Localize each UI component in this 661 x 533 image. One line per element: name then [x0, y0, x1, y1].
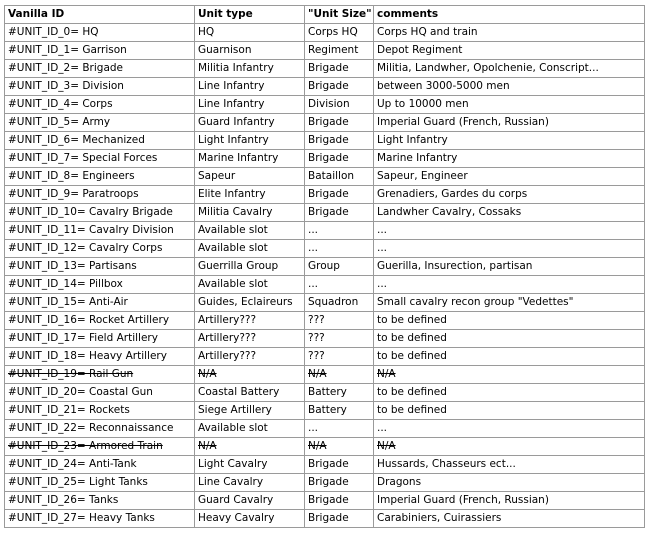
cell-unit-type[interactable]: N/A — [195, 366, 305, 384]
cell-unit-type[interactable]: Available slot — [195, 240, 305, 258]
cell-comment[interactable]: Imperial Guard (French, Russian) — [374, 492, 645, 510]
cell-comment[interactable]: Sapeur, Engineer — [374, 168, 645, 186]
cell-unit-size[interactable]: ... — [305, 222, 374, 240]
cell-comment[interactable]: N/A — [374, 438, 645, 456]
cell-unit-type[interactable]: Artillery??? — [195, 348, 305, 366]
cell-unit-size[interactable]: ... — [305, 240, 374, 258]
cell-unit-size[interactable]: ??? — [305, 312, 374, 330]
table-row — [5, 438, 645, 456]
cell-comment[interactable]: Militia, Landwher, Opolchenie, Conscript... — [374, 60, 645, 78]
table-row — [5, 330, 645, 348]
cell-unit-type[interactable]: Artillery??? — [195, 330, 305, 348]
table-row — [5, 276, 645, 294]
table-row — [5, 240, 645, 258]
cell-vanilla-id[interactable]: #UNIT_ID_5= Army — [5, 114, 195, 132]
cell-vanilla-id[interactable]: #UNIT_ID_18= Heavy Artillery — [5, 348, 195, 366]
unit-table — [4, 5, 645, 528]
cell-vanilla-id[interactable]: #UNIT_ID_26= Tanks — [5, 492, 195, 510]
cell-unit-size[interactable]: Group — [305, 258, 374, 276]
header-unit-type[interactable]: Unit type — [195, 6, 305, 24]
cell-unit-type[interactable]: Coastal Battery — [195, 384, 305, 402]
cell-vanilla-id[interactable]: #UNIT_ID_15= Anti-Air — [5, 294, 195, 312]
cell-unit-type[interactable]: Line Infantry — [195, 78, 305, 96]
cell-unit-type[interactable]: Militia Cavalry — [195, 204, 305, 222]
cell-comment[interactable]: to be defined — [374, 330, 645, 348]
cell-unit-type[interactable]: Light Cavalry — [195, 456, 305, 474]
cell-comment[interactable]: Up to 10000 men — [374, 96, 645, 114]
cell-vanilla-id[interactable]: #UNIT_ID_22= Reconnaissance — [5, 420, 195, 438]
cell-unit-size[interactable]: Brigade — [305, 186, 374, 204]
table-row — [5, 42, 645, 60]
cell-comment[interactable]: Hussards, Chasseurs ect... — [374, 456, 645, 474]
cell-comment[interactable]: ... — [374, 276, 645, 294]
table-row — [5, 420, 645, 438]
header-unit-size[interactable]: "Unit Size" — [305, 6, 374, 24]
table-row — [5, 348, 645, 366]
cell-comment[interactable]: Carabiniers, Cuirassiers — [374, 510, 645, 528]
cell-vanilla-id[interactable]: #UNIT_ID_24= Anti-Tank — [5, 456, 195, 474]
cell-vanilla-id[interactable]: #UNIT_ID_21= Rockets — [5, 402, 195, 420]
cell-vanilla-id[interactable]: #UNIT_ID_10= Cavalry Brigade — [5, 204, 195, 222]
cell-unit-size[interactable]: Regiment — [305, 42, 374, 60]
cell-vanilla-id[interactable]: #UNIT_ID_14= Pillbox — [5, 276, 195, 294]
cell-unit-type[interactable]: Line Cavalry — [195, 474, 305, 492]
cell-unit-size[interactable]: Brigade — [305, 78, 374, 96]
cell-unit-type[interactable]: Siege Artillery — [195, 402, 305, 420]
cell-unit-size[interactable]: Brigade — [305, 456, 374, 474]
cell-unit-type[interactable]: Guarnison — [195, 42, 305, 60]
table-row — [5, 312, 645, 330]
table-body — [5, 24, 645, 528]
cell-comment[interactable]: Light Infantry — [374, 132, 645, 150]
cell-unit-size[interactable]: Brigade — [305, 132, 374, 150]
cell-comment[interactable]: Guerilla, Insurection, partisan — [374, 258, 645, 276]
cell-unit-size[interactable]: Brigade — [305, 60, 374, 78]
cell-vanilla-id[interactable]: #UNIT_ID_25= Light Tanks — [5, 474, 195, 492]
table-row — [5, 24, 645, 42]
cell-unit-size[interactable]: N/A — [305, 438, 374, 456]
cell-unit-type[interactable]: Light Infantry — [195, 132, 305, 150]
cell-comment[interactable]: Imperial Guard (French, Russian) — [374, 114, 645, 132]
table-row — [5, 474, 645, 492]
cell-comment[interactable]: Marine Infantry — [374, 150, 645, 168]
cell-unit-size[interactable]: ??? — [305, 330, 374, 348]
cell-vanilla-id[interactable]: #UNIT_ID_11= Cavalry Division — [5, 222, 195, 240]
table-row — [5, 294, 645, 312]
cell-unit-type[interactable]: Artillery??? — [195, 312, 305, 330]
cell-unit-size[interactable]: N/A — [305, 366, 374, 384]
table-row — [5, 186, 645, 204]
cell-unit-type[interactable]: Heavy Cavalry — [195, 510, 305, 528]
cell-vanilla-id[interactable]: #UNIT_ID_16= Rocket Artillery — [5, 312, 195, 330]
cell-vanilla-id[interactable]: #UNIT_ID_20= Coastal Gun — [5, 384, 195, 402]
cell-vanilla-id[interactable]: #UNIT_ID_4= Corps — [5, 96, 195, 114]
cell-comment[interactable]: ... — [374, 240, 645, 258]
cell-unit-type[interactable]: HQ — [195, 24, 305, 42]
cell-comment[interactable]: Grenadiers, Gardes du corps — [374, 186, 645, 204]
cell-unit-type[interactable]: Guerrilla Group — [195, 258, 305, 276]
cell-vanilla-id[interactable]: #UNIT_ID_3= Division — [5, 78, 195, 96]
cell-vanilla-id[interactable]: #UNIT_ID_8= Engineers — [5, 168, 195, 186]
cell-unit-size[interactable]: Battery — [305, 402, 374, 420]
table-row — [5, 168, 645, 186]
cell-unit-size[interactable]: ... — [305, 276, 374, 294]
cell-unit-size[interactable]: Squadron — [305, 294, 374, 312]
table-row — [5, 150, 645, 168]
cell-unit-size[interactable]: Division — [305, 96, 374, 114]
cell-vanilla-id[interactable]: #UNIT_ID_13= Partisans — [5, 258, 195, 276]
table-row — [5, 114, 645, 132]
table-row — [5, 384, 645, 402]
cell-comment[interactable]: to be defined — [374, 384, 645, 402]
cell-vanilla-id[interactable]: #UNIT_ID_9= Paratroops — [5, 186, 195, 204]
table-row — [5, 132, 645, 150]
table-row — [5, 222, 645, 240]
table-row — [5, 96, 645, 114]
cell-unit-type[interactable]: Guard Cavalry — [195, 492, 305, 510]
cell-vanilla-id[interactable]: #UNIT_ID_2= Brigade — [5, 60, 195, 78]
table-row — [5, 258, 645, 276]
cell-unit-size[interactable]: Brigade — [305, 114, 374, 132]
cell-unit-size[interactable]: Brigade — [305, 204, 374, 222]
header-comments[interactable]: comments — [374, 6, 645, 24]
table-row — [5, 510, 645, 528]
cell-vanilla-id[interactable]: #UNIT_ID_7= Special Forces — [5, 150, 195, 168]
cell-unit-type[interactable]: Marine Infantry — [195, 150, 305, 168]
cell-vanilla-id[interactable]: #UNIT_ID_17= Field Artillery — [5, 330, 195, 348]
table-row — [5, 204, 645, 222]
cell-vanilla-id[interactable]: #UNIT_ID_27= Heavy Tanks — [5, 510, 195, 528]
cell-unit-type[interactable]: Guides, Eclaireurs — [195, 294, 305, 312]
cell-comment[interactable]: to be defined — [374, 402, 645, 420]
cell-unit-size[interactable]: ... — [305, 420, 374, 438]
cell-vanilla-id[interactable]: #UNIT_ID_1= Garrison — [5, 42, 195, 60]
cell-unit-size[interactable]: Brigade — [305, 492, 374, 510]
cell-unit-size[interactable]: ??? — [305, 348, 374, 366]
cell-comment[interactable]: between 3000-5000 men — [374, 78, 645, 96]
cell-comment[interactable]: Depot Regiment — [374, 42, 645, 60]
cell-unit-type[interactable]: Available slot — [195, 222, 305, 240]
cell-unit-size[interactable]: Brigade — [305, 474, 374, 492]
cell-comment[interactable]: ... — [374, 222, 645, 240]
cell-unit-type[interactable]: Sapeur — [195, 168, 305, 186]
cell-comment[interactable]: Dragons — [374, 474, 645, 492]
cell-unit-type[interactable]: Militia Infantry — [195, 60, 305, 78]
cell-comment[interactable]: to be defined — [374, 348, 645, 366]
cell-unit-size[interactable]: Battery — [305, 384, 374, 402]
cell-unit-type[interactable]: Guard Infantry — [195, 114, 305, 132]
cell-unit-type[interactable]: N/A — [195, 438, 305, 456]
cell-comment[interactable]: to be defined — [374, 312, 645, 330]
cell-unit-type[interactable]: Available slot — [195, 276, 305, 294]
table-row — [5, 78, 645, 96]
cell-comment[interactable]: N/A — [374, 366, 645, 384]
cell-unit-type[interactable]: Available slot — [195, 420, 305, 438]
cell-comment[interactable]: ... — [374, 420, 645, 438]
header-row — [5, 6, 645, 24]
cell-unit-size[interactable]: Bataillon — [305, 168, 374, 186]
cell-vanilla-id[interactable]: #UNIT_ID_6= Mechanized — [5, 132, 195, 150]
cell-comment[interactable]: Corps HQ and train — [374, 24, 645, 42]
cell-unit-type[interactable]: Elite Infantry — [195, 186, 305, 204]
cell-vanilla-id[interactable]: #UNIT_ID_23= Armored Train — [5, 438, 195, 456]
cell-vanilla-id[interactable]: #UNIT_ID_0= HQ — [5, 24, 195, 42]
cell-vanilla-id[interactable]: #UNIT_ID_19= Rail Gun — [5, 366, 195, 384]
cell-unit-size[interactable]: Brigade — [305, 510, 374, 528]
cell-unit-size[interactable]: Corps HQ — [305, 24, 374, 42]
table-row — [5, 60, 645, 78]
cell-unit-type[interactable]: Line Infantry — [195, 96, 305, 114]
cell-comment[interactable]: Landwher Cavalry, Cossaks — [374, 204, 645, 222]
table-row — [5, 402, 645, 420]
cell-comment[interactable]: Small cavalry recon group "Vedettes" — [374, 294, 645, 312]
table-row — [5, 456, 645, 474]
cell-unit-size[interactable]: Brigade — [305, 150, 374, 168]
cell-vanilla-id[interactable]: #UNIT_ID_12= Cavalry Corps — [5, 240, 195, 258]
header-vanilla-id[interactable]: Vanilla ID — [5, 6, 195, 24]
table-row — [5, 492, 645, 510]
table-row — [5, 366, 645, 384]
